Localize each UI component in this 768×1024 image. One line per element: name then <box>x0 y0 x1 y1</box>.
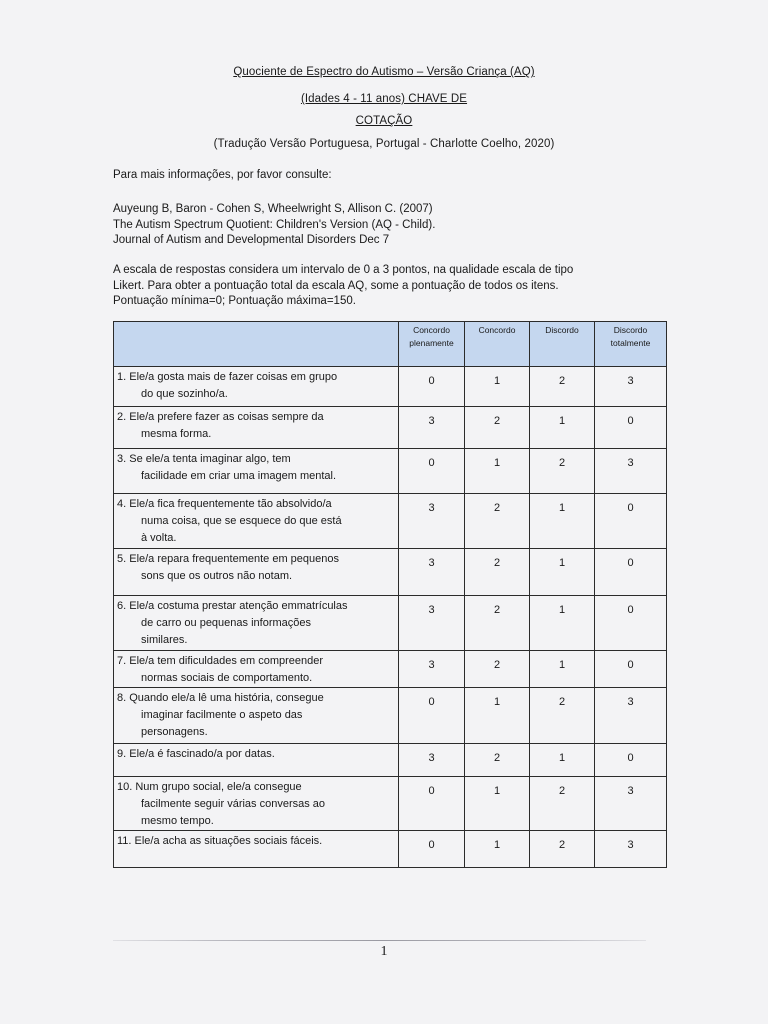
item-statement-line: 6. Ele/a costuma prestar atenção emmatrículas <box>117 600 348 612</box>
scale-line: Likert. Para obter a pontuação total da escala AQ, some a pontuação de todos os itens. <box>113 279 559 292</box>
item-statement-line: 10. Num grupo social, ele/a consegue <box>117 781 302 793</box>
item-score: 1 <box>530 744 595 777</box>
item-score: 1 <box>465 367 530 407</box>
item-score: 1 <box>465 449 530 494</box>
document-title-line2: (Idades 4 - 11 anos) CHAVE DE <box>300 93 468 105</box>
item-score: 3 <box>399 651 465 688</box>
page-number: 1 <box>380 944 388 959</box>
item-score: 2 <box>530 449 595 494</box>
item-statement-line: imaginar facilmente o aspeto das <box>141 709 303 721</box>
item-statement-line: personagens. <box>141 726 208 738</box>
item-statement-line: à volta. <box>141 532 177 544</box>
item-score: 0 <box>399 831 465 868</box>
item-score: 0 <box>595 744 667 777</box>
table-row <box>114 688 667 744</box>
item-statement <box>114 688 399 744</box>
table-row <box>114 831 667 868</box>
item-statement-line: 3. Se ele/a tenta imaginar algo, tem <box>117 453 291 465</box>
item-statement-line: 1. Ele/a gosta mais de fazer coisas em grupo <box>117 371 338 383</box>
item-score: 1 <box>465 688 530 744</box>
table-row <box>114 407 667 449</box>
header-item-column <box>114 322 399 367</box>
item-score: 1 <box>530 596 595 651</box>
table-header-row <box>114 322 667 367</box>
item-statement <box>114 549 399 596</box>
scale-line: Pontuação mínima=0; Pontuação máxima=150. <box>113 295 356 307</box>
reference-line: The Autism Spectrum Quotient: Children's Version (AQ - Child). <box>113 218 436 231</box>
item-statement-line: 9. Ele/a é fascinado/a por datas. <box>117 748 275 760</box>
header-discordo: Discordo <box>530 322 595 367</box>
item-score: 2 <box>465 651 530 688</box>
item-score: 2 <box>465 549 530 596</box>
aq-scoring-table <box>113 321 667 868</box>
document-title-line1: Quociente de Espectro do Autismo – Versão Criança (AQ) <box>233 66 535 78</box>
item-score: 2 <box>465 407 530 449</box>
reference-block <box>113 202 435 249</box>
item-statement-line: similares. <box>141 634 188 646</box>
item-score: 1 <box>530 407 595 449</box>
item-score: 0 <box>595 651 667 688</box>
item-statement <box>114 407 399 449</box>
item-statement <box>114 651 399 688</box>
table-row <box>114 367 667 407</box>
item-score: 3 <box>595 777 667 831</box>
item-statement <box>114 367 399 407</box>
item-statement <box>114 831 399 868</box>
item-statement-line: mesma forma. <box>141 428 212 440</box>
item-score: 3 <box>595 449 667 494</box>
item-score: 3 <box>399 596 465 651</box>
header-concordo-plenamente: Concordo plenamente <box>399 322 465 367</box>
item-score: 0 <box>595 549 667 596</box>
item-score: 2 <box>465 596 530 651</box>
footer-divider <box>113 940 646 941</box>
item-statement-line: 4. Ele/a fica frequentemente tão absolvido/a <box>117 498 332 510</box>
item-score: 0 <box>399 449 465 494</box>
item-score: 1 <box>465 777 530 831</box>
item-score: 2 <box>530 831 595 868</box>
item-score: 2 <box>465 744 530 777</box>
item-score: 1 <box>530 494 595 549</box>
item-statement-line: sons que os outros não notam. <box>141 570 293 582</box>
table-row <box>114 744 667 777</box>
item-score: 0 <box>595 494 667 549</box>
item-statement <box>114 449 399 494</box>
item-score: 0 <box>399 777 465 831</box>
reference-line: Auyeung B, Baron - Cohen S, Wheelwright S, Allison C. (2007) <box>113 203 433 215</box>
item-statement-line: 5. Ele/a repara frequentemente em pequenos <box>117 553 339 565</box>
item-score: 3 <box>399 744 465 777</box>
item-statement-line: facilidade em criar uma imagem mental. <box>141 470 337 482</box>
translation-credit: (Tradução Versão Portuguesa, Portugal - Charlotte Coelho, 2020) <box>213 138 555 150</box>
item-score: 3 <box>399 494 465 549</box>
item-score: 3 <box>595 831 667 868</box>
item-statement-line: 2. Ele/a prefere fazer as coisas sempre da <box>117 411 324 423</box>
item-statement-line: mesmo tempo. <box>141 815 214 827</box>
item-score: 1 <box>530 549 595 596</box>
item-statement-line: 11. Ele/a acha as situações sociais fáceis. <box>117 835 323 847</box>
item-statement-line: de carro ou pequenas informações <box>141 617 311 629</box>
header-concordo: Concordo <box>465 322 530 367</box>
item-statement-line: facilmente seguir várias conversas ao <box>141 798 326 810</box>
item-statement <box>114 596 399 651</box>
item-score: 3 <box>399 549 465 596</box>
item-score: 2 <box>530 367 595 407</box>
item-score: 1 <box>465 831 530 868</box>
item-score: 3 <box>595 367 667 407</box>
item-statement-line: do que sozinho/a. <box>141 388 228 400</box>
item-score: 0 <box>595 596 667 651</box>
item-score: 0 <box>399 688 465 744</box>
item-statement <box>114 744 399 777</box>
table-row <box>114 651 667 688</box>
table-row <box>114 449 667 494</box>
item-statement <box>114 777 399 831</box>
item-score: 1 <box>530 651 595 688</box>
item-score: 0 <box>595 407 667 449</box>
table-row <box>114 777 667 831</box>
info-text: Para mais informações, por favor consulte: <box>113 169 332 181</box>
item-statement-line: 8. Quando ele/a lê uma história, consegue <box>117 692 324 704</box>
item-score: 3 <box>595 688 667 744</box>
item-score: 0 <box>399 367 465 407</box>
item-statement-line: 7. Ele/a tem dificuldades em compreender <box>117 655 324 667</box>
table-row <box>114 549 667 596</box>
item-statement <box>114 494 399 549</box>
item-score: 2 <box>530 688 595 744</box>
header-discordo-totalmente: Discordo totalmente <box>595 322 667 367</box>
scale-description <box>113 263 573 310</box>
table-row <box>114 494 667 549</box>
item-score: 2 <box>465 494 530 549</box>
item-statement-line: normas sociais de comportamento. <box>141 672 313 684</box>
scale-line: A escala de respostas considera um intervalo de 0 a 3 pontos, na qualidade escala de tipo <box>113 264 574 276</box>
item-statement-line: numa coisa, que se esquece do que está <box>141 515 342 527</box>
reference-line: Journal of Autism and Developmental Disorders Dec 7 <box>113 234 390 246</box>
document-title-line3: COTAÇÃO <box>355 115 413 127</box>
table-row <box>114 596 667 651</box>
item-score: 2 <box>530 777 595 831</box>
item-score: 3 <box>399 407 465 449</box>
